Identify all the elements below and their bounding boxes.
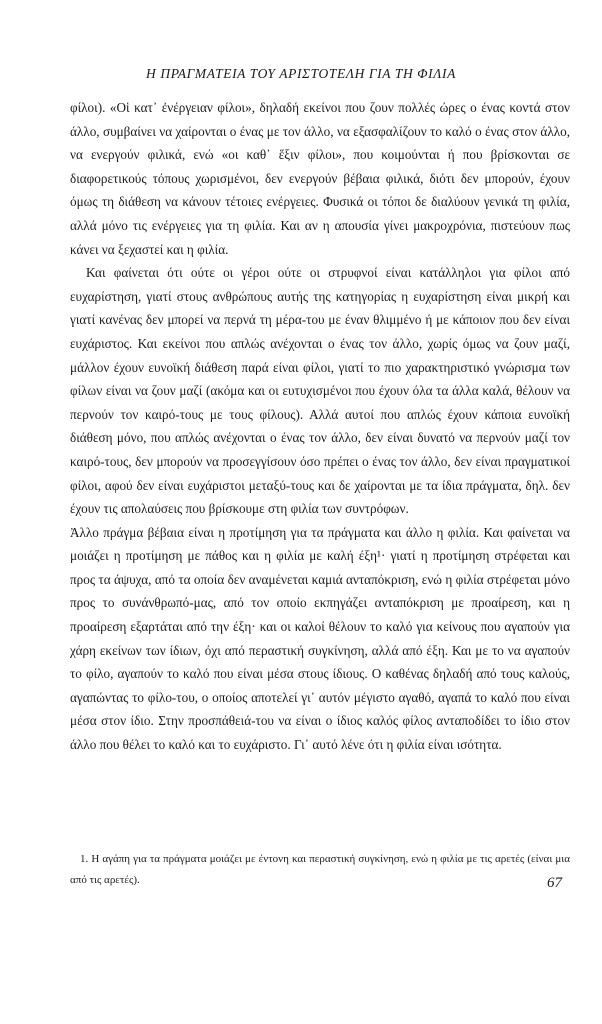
paragraph: Ἀλλο πράγμα βέβαια είναι η προτίμηση για τα πράγματα και άλλο η φιλία. Και φαίνεται να μοιάζει η προτίμηση με πάθος και η φιλία με καλή έξη¹· γιατί η προτίμηση στρέφεται και προς τα άψυχα, από τα οποία δεν αναμένεται καμιά ανταπόκριση, ενώ η φιλία στρέφεται μόνο προς το συνάνθρωπό-μας, από τον οποίο εκπηγάζει ανταπόκριση με προαίρεση, και η προαίρεση εξαρτάται από την έξη· και οι καλοί θέλουν το καλό για κείνους που αγαπούν για χάρη εκείνων των ίδιων, όχι από περαστική συγκίνηση, αλλά από έξη. Και με το να αγαπούν το φίλο, αγαπούν το καλό που είναι μέσα στους ίδιους. Ο καθένας δηλαδή από τους καλούς, αγαπώντας το φίλο-του, ο οποίος αποτελεί γι᾽ αυτόν μέγιστο αγαθό, αγαπά το καλό που είναι μέσα στον ίδιο. Στην προσπάθειά-του να είναι ο ίδιος καλός φίλος ανταποδίδει το ίδιο στον άλλο που θέλει το καλό και το ευχάριστο. Γι᾽ αυτό λένε ότι η φιλία είναι ισότητα. [70, 524, 570, 753]
paragraph: Και φαίνεται ότι ούτε οι γέροι ούτε οι στρυφνοί είναι κατάλληλοι για φίλοι από ευχαρίστηση, γιατί στους ανθρώπους αυτής της κατηγορίας η ευχαρίστηση είναι μικρή και γιατί κανένας δεν μπορεί να περνά τη μέρα-του με έναν θλιμμένο ή με κάποιον που δεν είναι ευχάριστος. Και εκείνοι που απλώς ανέχονται ο ένας τον άλλο, χωρίς όμως να ζουν μαζί, μάλλον έχουν ευνοϊκή διάθεση παρά είναι φίλοι, γιατί το πιο χαρακτηριστικό γνώρισμα των φίλων είναι να ζουν μαζί (ακόμα και οι ευτυχισμένοι που έχουν όλα τα άλλα καλά, θέλουν να περνούν τον καιρό-τους με τους φίλους). Αλλά αυτοί που απλώς έχουν κάποια ευνοϊκή διάθεση μόνο, που απλώς ανέχονται ο ένας τον άλλο, δεν είναι δυνατό να περνούν μαζί τον καιρό-τους, δεν μπορούν να προσεγγίσουν όσο πρέπει ο ένας τον άλλο, δεν είναι πραγματικοί φίλοι, αφού δεν είναι ευχάριστοι μεταξύ-τους και δε χαίρονται με τα ίδια πράγματα, δηλ. δεν έχουν τις απολαύσεις που βρίσκουμε στη φιλία των συντρόφων. [70, 265, 570, 517]
footnote: 1. Η αγάπη για τα πράγματα μοιάζει με έντονη και περαστική συγκίνηση, ενώ η φιλία με τις αρετές (είναι μια από τις αρετές). [70, 853, 570, 886]
footnote-section [70, 849, 570, 891]
main-text [70, 96, 570, 757]
paragraph: φίλοι). «Οἱ κατ᾽ ἐνέργειαν φίλοι», δηλαδή εκείνοι που ζουν πολλές ώρες ο ένας κοντά στον άλλο, συμβαίνει να χαίρονται ο ένας με τον άλλο, να εξασφαλίζουν το καλό ο ένας στον άλλο, να ενεργούν φιλικά, ενώ «οι καθ᾽ ἕξιν φίλοι», που κοιμούνται ή που βρίσκονται σε διαφορετικούς τόπους χωρισμένοι, δεν ενεργούν βέβαια φιλικά, διότι δεν μπορούν, έχουν όμως τη διάθεση να κάνουν τέτοιες ενέργειες. Φυσικά οι τόποι δε διαλύουν γενικά τη φιλία, αλλά μόνο τις ενέργειες για τη φιλία. Και αν η απουσία γίνει μακροχρόνια, πιστεύουν πως κάνει να ξεχαστεί και η φιλία. [70, 100, 570, 257]
running-title: Η ΠΡΑΓΜΑΤΕΙΑ ΤΟΥ ΑΡΙΣΤΟΤΕΛΗ ΓΙΑ ΤΗ ΦΙΛΙΑ [146, 66, 456, 81]
page-number: 67 [547, 875, 562, 891]
